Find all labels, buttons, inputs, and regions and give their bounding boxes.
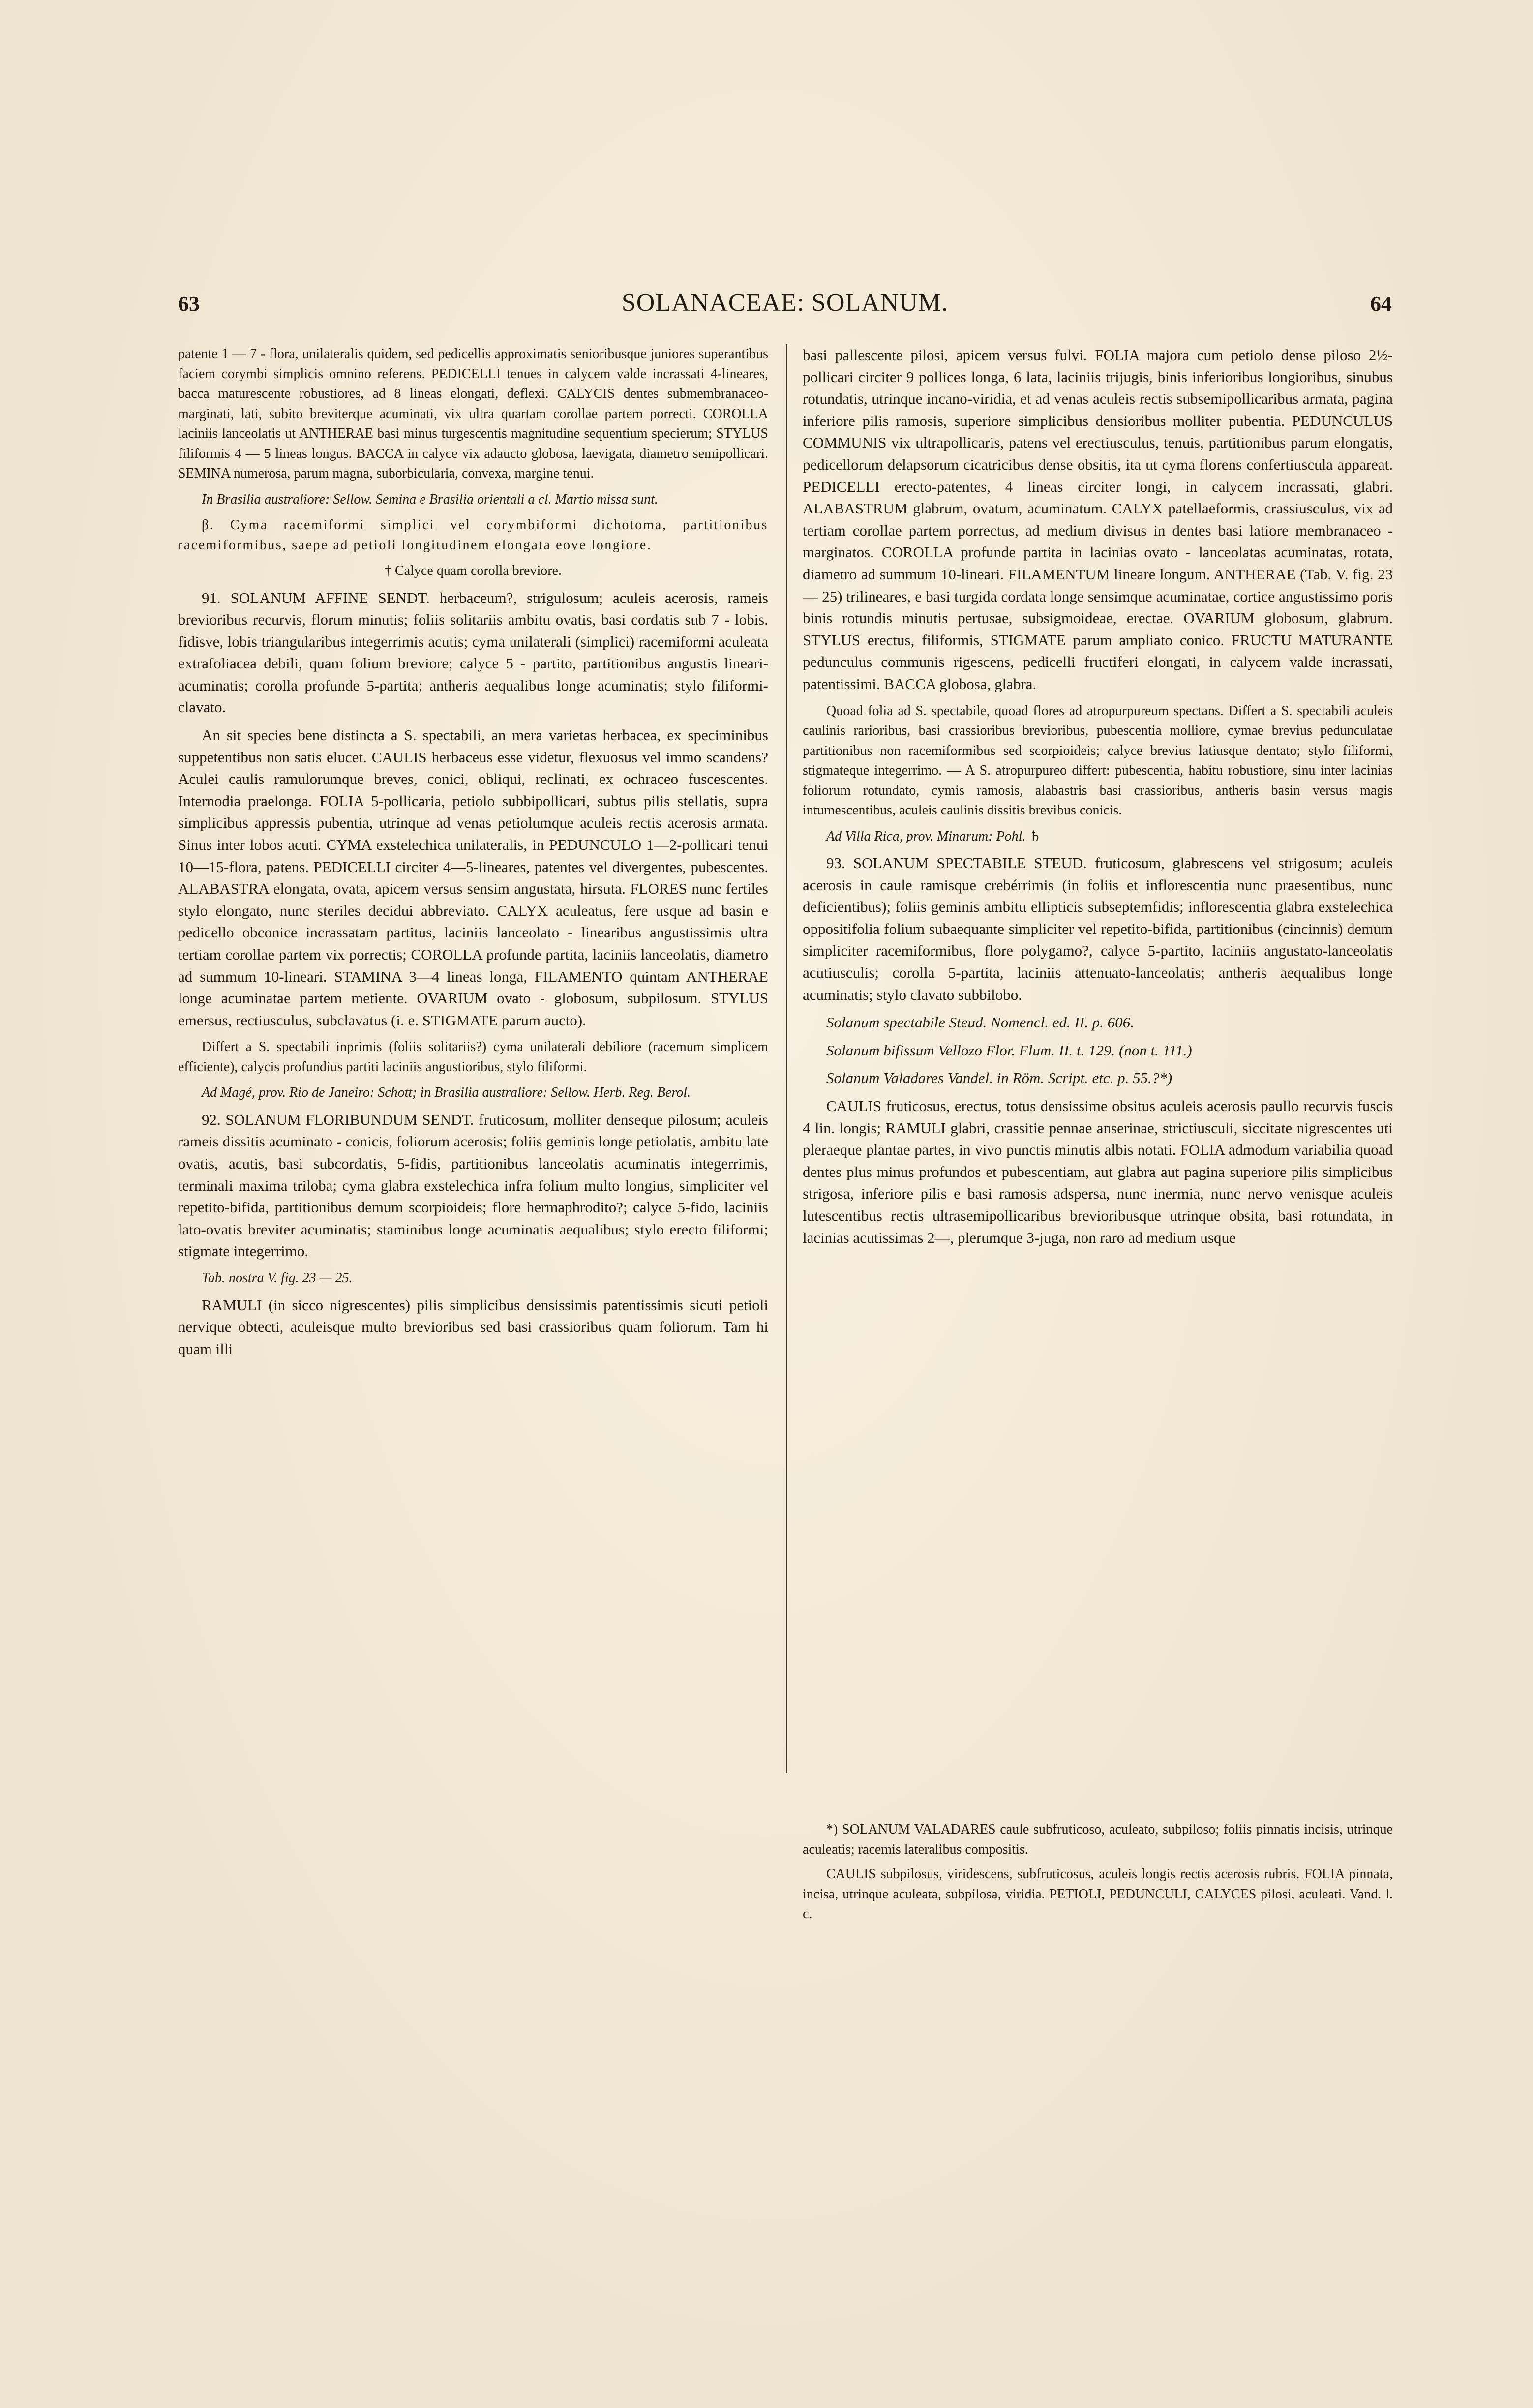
right-column-paragraph: Solanum spectabile Steud. Nomencl. ed. II. p. 606. [826, 1014, 1134, 1031]
left-column-paragraph: Ad Magé, prov. Rio de Janeiro: Schott; in Brasilia australiore: Sellow. Herb. Reg. Berol. [202, 1085, 691, 1101]
running-title: SOLANACEAE: SOLANUM. [621, 289, 949, 317]
left-column-paragraph: 92. SOLANUM FLORIBUNDUM SENDT. fruticosum, molliter denseque pilosum; aculeis rameis dissitis acuminato - conicis, foliorum acerosis; foliis geminis longe petiolatis, ambitu late ovatis, acutis, basi subcordatis, 5-fidis, partitionibus lanceolatis acuminatis integerrimis, terminali maxima triloba; cyma glabra exstelechica infra folium multo longius, simpliciter vel repetito-bifida, partitionibus demum scorpioideis; flore hermaphrodito?; calyce 5-fido, laciniis lato-ovatis breviter acuminatis; staminibus longe acuminatis aequalibus; stylo erecto filiformi; stigmate integerrimo. [178, 1111, 768, 1260]
footnote-paragraph: CAULIS subpilosus, viridescens, subfruticosus, aculeis longis rectis acerosis rubris. FOLIA pinnata, incisa, utrinque aculeata, subpilosa, viridia. PETIOLI, PEDUNCULI, CALYCES pilosi, aculeati. Vand. l. c. [803, 1866, 1393, 1922]
left-column-paragraph: Tab. nostra V. fig. 23 — 25. [202, 1270, 353, 1286]
left-column-paragraph: An sit species bene distincta a S. spectabili, an mera varietas herbacea, ex speciminibus suppetentibus non satis elucet. CAULIS herbaceus esse videtur, flexuosus vel immo scandens? Aculei caulis ramulorumque breves, conici, obliqui, reclinati, ex ochraceo fuscescentes. Internodia praelonga. FOLIA 5-pollicaria, petiolo subbipollicari, subtus pilis stellatis, supra simplicibus appressis pubentia, utrinque ad venas petiolumque aculeis rectis acerosis armata. Sinus inter lobos acuti. CYMA exstelechica unilateralis, in PEDUNCULO 1—2-pollicari tenui 10—15-flora, patens. PEDICELLI circiter 4—5-lineares, patentes vel divergentes, pubescentes. ALABASTRA elongata, ovata, apicem versus sensim angustata, hirsuta. FLORES nunc fertiles stylo elongato, nunc steriles decidui abbreviato. CALYX aculeatus, fere usque ad basin e pedicello obconice incrassatam partitus, laciniis lanceolato - linearibus angustissimis ultra tertiam corollae partem vix porrectis; COROLLA profunde partita, laciniis lanceolatis, diametro ad summum 10-lineari. STAMINA 3—4 lineas longa, FILAMENTO quintam ANTHERAE longe acuminatae partem metiente. OVARIUM ovato - globosum, subpilosum. STYLUS emersus, rectiusculus, subclavatus (i. e. STIGMATE parum aucto). [178, 726, 768, 1029]
column-divider [786, 344, 787, 1773]
footnote-paragraph: *) SOLANUM VALADARES caule subfruticoso, aculeato, subpiloso; foliis pinnatis incisis, utrinque aculeatis; racemis lateralibus compositis. [803, 1822, 1393, 1857]
left-column-paragraph: RAMULI (in sicco nigrescentes) pilis simplicibus densissimis patentissimis sicuti petioli nervique obtecti, aculeisque multo brevioribus sed basi crassioribus quam foliorum. Tam hi quam illi [178, 1296, 768, 1357]
left-column-paragraph: In Brasilia australiore: Sellow. Semina e Brasilia orientali a cl. Martio missa sunt. [202, 491, 658, 507]
left-column-paragraph: Differt a S. spectabili inprimis (foliis solitariis?) cyma unilaterali debiliore (racemum simplicem efficiente), calycis profundius partiti laciniis angustioribus, stylo filiformi. [178, 1039, 768, 1075]
right-column-paragraph: 93. SOLANUM SPECTABILE STEUD. fruticosum, glabrescens vel strigosum; aculeis acerosis in caule ramisque crebérrimis (in foliis et inflorescentia nunc praesentibus, nunc deficientibus); foliis geminis ambitu ellipticis subseptemfidis; inflorescentia glabra exstelechica oppositifolia folium subaequante simpliciter vel repetito-bifida, partitionibus (cincinnis) demum simpliciter racemiformibus, flore polygamo?, calyce 5-partito, laciniis angustato-lanceolatis acutiusculis; corolla 5-partita, laciniis attenuato-lanceolatis; antheris aequalibus longe acuminatis; stylo clavato subbilobo. [803, 854, 1393, 1003]
left-column [178, 344, 768, 1366]
footnote [803, 1820, 1393, 1929]
running-head [178, 291, 1392, 326]
right-column-paragraph: Solanum Valadares Vandel. in Röm. Script. etc. p. 55.?*) [826, 1069, 1172, 1087]
left-column-paragraph: † Calyce quam corolla breviore. [385, 563, 562, 578]
right-column-paragraph: Solanum bifissum Vellozo Flor. Flum. II. t. 129. (non t. 111.) [826, 1041, 1192, 1059]
right-column-paragraph: basi pallescente pilosi, apicem versus fulvi. FOLIA majora cum petiolo dense piloso 2½-pollicari circiter 9 pollices longa, 6 lata, laciniis trijugis, binis inferioribus longioribus, sinubus rotundatis, utrinque incano-viridia, et ad venas aculeis rectis subsemipollicaribus armata, pagina inferiore pilis ramosis, superiore simplicibus densioribus molliter pubentia. PEDUNCULUS COMMUNIS vix ultrapollicaris, patens vel erectiusculus, tenuis, partitionibus parum elongatis, pedicellorum delapsorum cicatricibus dense obsitis, ita ut cyma florens confertiuscula appareat. PEDICELLI erecto-patentes, 4 lineas circiter longi, in calycem incrassati, glabri. ALABASTRUM glabrum, ovatum, acuminatum. CALYX patellaeformis, crassiusculus, vix ad tertiam corollae partem porrectus, ad medium divisus in dentes basi latiore membranaceo - marginatos. COROLLA profunde partita in lacinias ovato - lanceolatas acuminatas, rotata, diametro ad summum 10-lineari. FILAMENTUM lineare longum. ANTHERAE (Tab. V. fig. 23 — 25) trilineares, e basi turgida cordata longe sensimque acuminatae, cortice angustissimo poris binis rotundis minutis pertusae, subsigmoideae, erectae. OVARIUM globosum, glabrum. STYLUS erectus, filiformis, STIGMATE parum ampliato conico. FRUCTU MATURANTE pedunculus communis rigescens, pedicelli fructiferi elongati, in calycem valde incrassati, patentissimi. BACCA globosa, glabra. [803, 346, 1393, 692]
right-column-paragraph: Ad Villa Rica, prov. Minarum: Pohl. ♄ [826, 828, 1042, 844]
right-column-paragraph: Quoad folia ad S. spectabile, quoad flores ad atropurpureum spectans. Differt a S. spectabili aculeis caulinis rarioribus, basi crassioribus brevioribus, pubescentia molliore, cymae brevius pedunculatae partitionibus non racemiformibus sed scorpioideis; calyce brevius latiusque dentato; stylo filiformi, stigmateque integerrimo. — A S. atropurpureo differt: pubescentia, habitu robustiore, sinu inter lacinias foliorum rotundato, cymis ramosis, alabastris basi crassioribus, antheris basin versus magis intumescentibus, aculeis caulinis dissitis brevibus conicis. [803, 703, 1393, 818]
page-number-right: 64 [1370, 292, 1392, 316]
left-column-paragraph: patente 1 — 7 - flora, unilateralis quidem, sed pedicellis approximatis senioribusque juniores superantibus faciem corymbi simplicis omnino referens. PEDICELLI tenues in calycem valde incrassati 4-lineares, bacca maturescente robustiores, ad 8 lineas elongati, deflexi. CALYCIS dentes submembranaceo-marginati, lati, subito breviterque acuminati, vix ultra quartam corollae partem porrecti. COROLLA laciniis lanceolatis ut ANTHERAE basi minus turgescentis magnitudine sequentium specierum; STYLUS filiformis 4 — 5 lineas longus. BACCA in calyce vix adaucto globosa, laevigata, diametro semipollicari. SEMINA numerosa, parum magna, suborbicularia, convexa, margine tenui. [178, 346, 768, 481]
left-column-paragraph: β. Cyma racemiformi simplici vel corymbiformi dichotoma, partitionibus racemiformibus, saepe ad petioli longitudinem elongata eove longiore. [178, 517, 768, 553]
left-column-paragraph: 91. SOLANUM AFFINE SENDT. herbaceum?, strigulosum; aculeis acerosis, rameis brevioribus recurvis, florum minutis; foliis solitariis ambitu ovatis, basi cordatis sub 7 - lobis. fidisve, lobis triangularibus integerrimis acutis; cyma unilaterali (simplici) racemiformi aculeata extrafoliacea debili, quam folium breviore; calyce 5 - partito, partitionibus angustis lineari-acuminatis; corolla profunde 5-partita; antheris aequalibus longe acuminatis; stylo filiformi-clavato. [178, 589, 768, 716]
right-column [803, 344, 1393, 1255]
page-number-left: 63 [178, 292, 200, 316]
right-column-paragraph: CAULIS fruticosus, erectus, totus densissime obsitus aculeis acerosis paullo recurvis fuscis 4 lin. longis; RAMULI glabri, crassitie pennae anserinae, strictiusculi, siccitate nigrescentes uti pleraeque plantae partes, in vivo punctis minutis albis notati. FOLIA admodum variabilia quoad dentes plus minus profundos et pubescentiam, aut glabra aut pagina superiore pilis simplicibus strigosa, inferiore pilis e basi ramosis adspersa, nunc inermia, nunc nervo venisque aculeis lutescentibus rectis ultrasemipollicaribus brevioribusque utrinque obsita, basi rotundata, in lacinias acutissimas 2—, plerumque 3-juga, non raro ad medium usque [803, 1097, 1393, 1246]
